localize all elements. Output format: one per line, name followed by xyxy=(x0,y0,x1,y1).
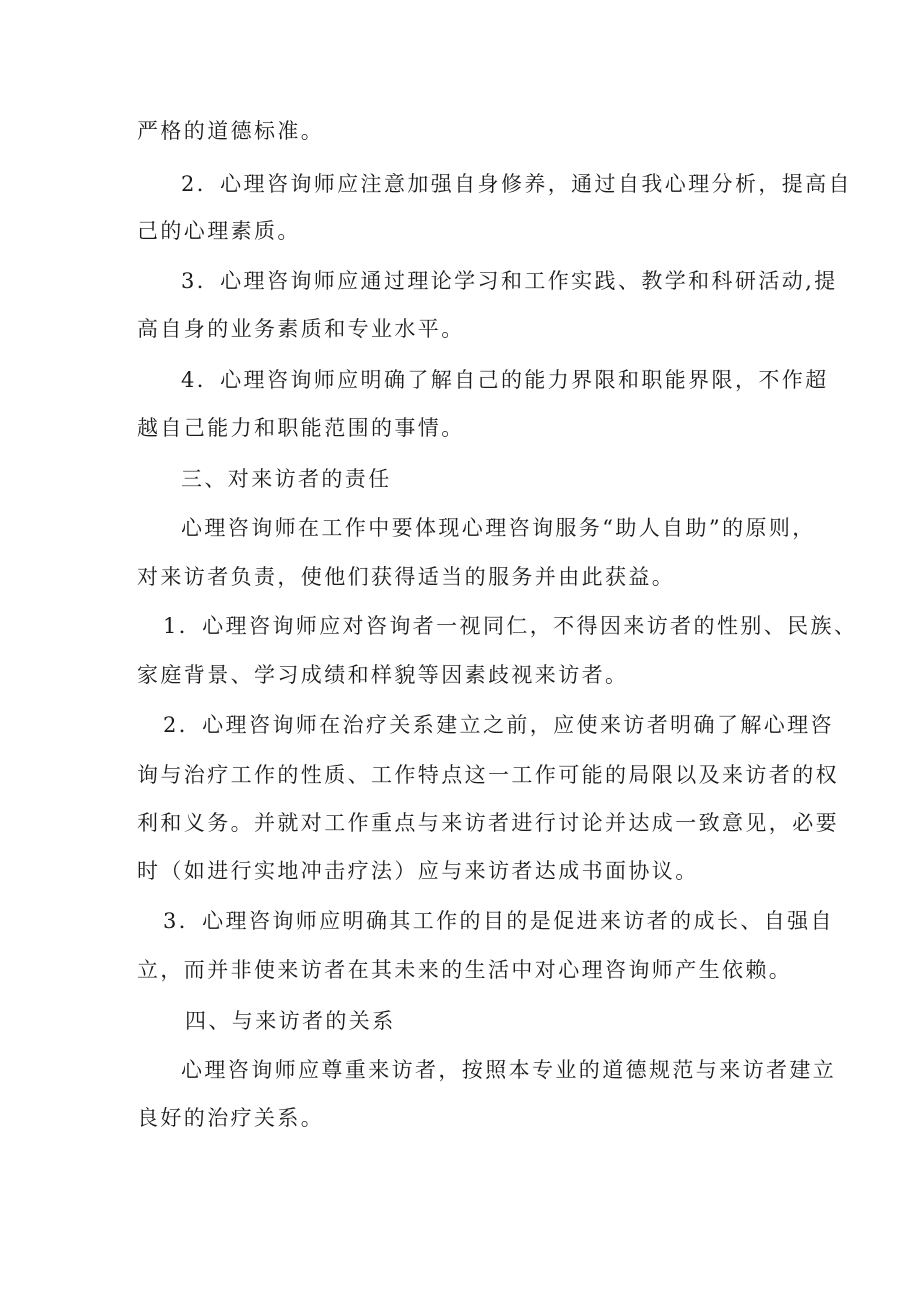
list-item-para-3: 3．心理咨询师应通过理论学习和工作实践、教学和科研活动,提 xyxy=(181,269,838,293)
text-line: 己的心理素质。 xyxy=(137,219,301,243)
list-item-para-2: 2．心理咨询师应注意加强自身修养，通过自我心理分析，提高自 xyxy=(181,172,852,196)
text-line: 严格的道德标准。 xyxy=(137,119,325,143)
section-heading-4: 四、与来访者的关系 xyxy=(185,1009,396,1033)
text-line: 越自己能力和职能范围的事情。 xyxy=(137,416,465,440)
list-item-duty-3: 3．心理咨询师应明确其工作的目的是促进来访者的成长、自强自 xyxy=(163,909,834,933)
list-item-para-4: 4．心理咨询师应明确了解自己的能力界限和职能界限，不作超 xyxy=(181,368,829,392)
text-line: 高自身的业务素质和专业水平。 xyxy=(137,317,465,341)
list-item-duty-1: 1．心理咨询师应对咨询者一视同仁，不得因来访者的性别、民族、 xyxy=(163,614,858,638)
text-line: 利和义务。并就对工作重点与来访者进行讨论并达成一致意见，必要 xyxy=(137,811,839,835)
text-line: 对来访者负责，使他们获得适当的服务并由此获益。 xyxy=(137,565,676,589)
intro-paragraph: 心理咨询师在工作中要体现心理咨询服务“助人自助”的原则， xyxy=(181,516,816,540)
section-heading-3: 三、对来访者的责任 xyxy=(181,467,392,491)
text-line: 良好的治疗关系。 xyxy=(137,1106,325,1130)
text-line: 立，而并非使来访者在其未来的生活中对心理咨询师产生依赖。 xyxy=(137,958,793,982)
text-line: 时（如进行实地冲击疗法）应与来访者达成书面协议。 xyxy=(137,859,699,883)
relation-paragraph: 心理咨询师应尊重来访者，按照本专业的道德规范与来访者建立 xyxy=(181,1058,837,1082)
text-line: 询与治疗工作的性质、工作特点这一工作可能的局限以及来访者的权 xyxy=(137,763,839,787)
list-item-duty-2: 2．心理咨询师在治疗关系建立之前，应使来访者明确了解心理咨 xyxy=(163,713,834,737)
text-line: 家庭背景、学习成绩和样貌等因素歧视来访者。 xyxy=(137,663,629,687)
